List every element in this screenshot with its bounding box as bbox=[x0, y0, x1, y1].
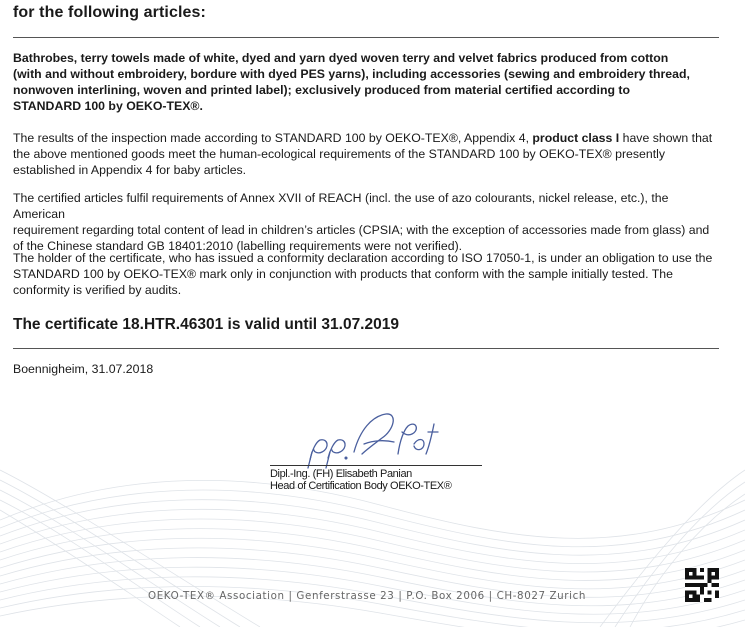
divider-bottom bbox=[13, 348, 719, 349]
place-and-date: Boennigheim, 31.07.2018 bbox=[13, 362, 154, 376]
signer-title: Head of Certification Body OEKO-TEX® bbox=[270, 480, 452, 492]
signer-name: Dipl.-Ing. (FH) Elisabeth Panian bbox=[270, 468, 412, 480]
articles-line: (with and without embroidery, bordure with dyed PES yarns), including accessories (sewing and embroidery thread, bbox=[13, 67, 690, 81]
qr-code-icon bbox=[685, 568, 719, 602]
articles-description bbox=[13, 50, 719, 114]
articles-line: nonwoven interlining, woven and printed label); exclusively produced from material certified according to bbox=[13, 83, 631, 97]
signer-details bbox=[270, 468, 451, 492]
footer-address: OEKO-TEX® Association | Genferstrasse 23 | P.O. Box 2006 | CH-8027 Zurich bbox=[148, 590, 586, 602]
divider-top bbox=[13, 37, 719, 38]
product-class: product class I bbox=[532, 131, 620, 145]
section-heading: for the following articles: bbox=[13, 4, 206, 21]
inspection-text: established in Appendix 4 for baby articles. bbox=[13, 163, 247, 177]
articles-line: STANDARD 100 by OEKO-TEX®. bbox=[13, 99, 203, 113]
reach-line: requirement regarding total content of lead in children’s articles (CPSIA; with the exception of accessories made from glass) and bbox=[13, 223, 710, 237]
articles-line: Bathrobes, terry towels made of white, dyed and yarn dyed woven terry and velvet fabrics produced from cotton bbox=[13, 51, 669, 65]
certificate-validity: The certificate 18.HTR.46301 is valid until 31.07.2019 bbox=[13, 316, 399, 333]
signature-block bbox=[270, 410, 500, 500]
handwritten-signature bbox=[290, 410, 440, 470]
reach-line: of the Chinese standard GB 18401:2010 (labelling requirements were not verified). bbox=[13, 239, 463, 253]
holder-line: conformity is verified by audits. bbox=[13, 283, 182, 297]
inspection-text: have shown that bbox=[619, 131, 713, 145]
inspection-paragraph bbox=[13, 130, 719, 178]
reach-paragraph bbox=[13, 190, 719, 254]
holder-line: The holder of the certificate, who has issued a conformity declaration according to ISO 17050-1, is under an obligation to use the bbox=[13, 251, 713, 265]
inspection-text: the above mentioned goods meet the human-ecological requirements of the STANDARD 100 by OEKO-TEX® presently bbox=[13, 147, 666, 161]
reach-line: The certified articles fulfil requirements of Annex XVII of REACH (incl. the use of azo colourants, nickel release, etc.), the American bbox=[13, 191, 669, 221]
signature-line bbox=[270, 465, 482, 466]
holder-line: STANDARD 100 by OEKO-TEX® mark only in conjunction with products that conform with the sample initially tested. The bbox=[13, 267, 673, 281]
inspection-text: The results of the inspection made according to STANDARD 100 by OEKO-TEX®, Appendix 4, bbox=[13, 131, 533, 145]
holder-paragraph bbox=[13, 250, 719, 298]
